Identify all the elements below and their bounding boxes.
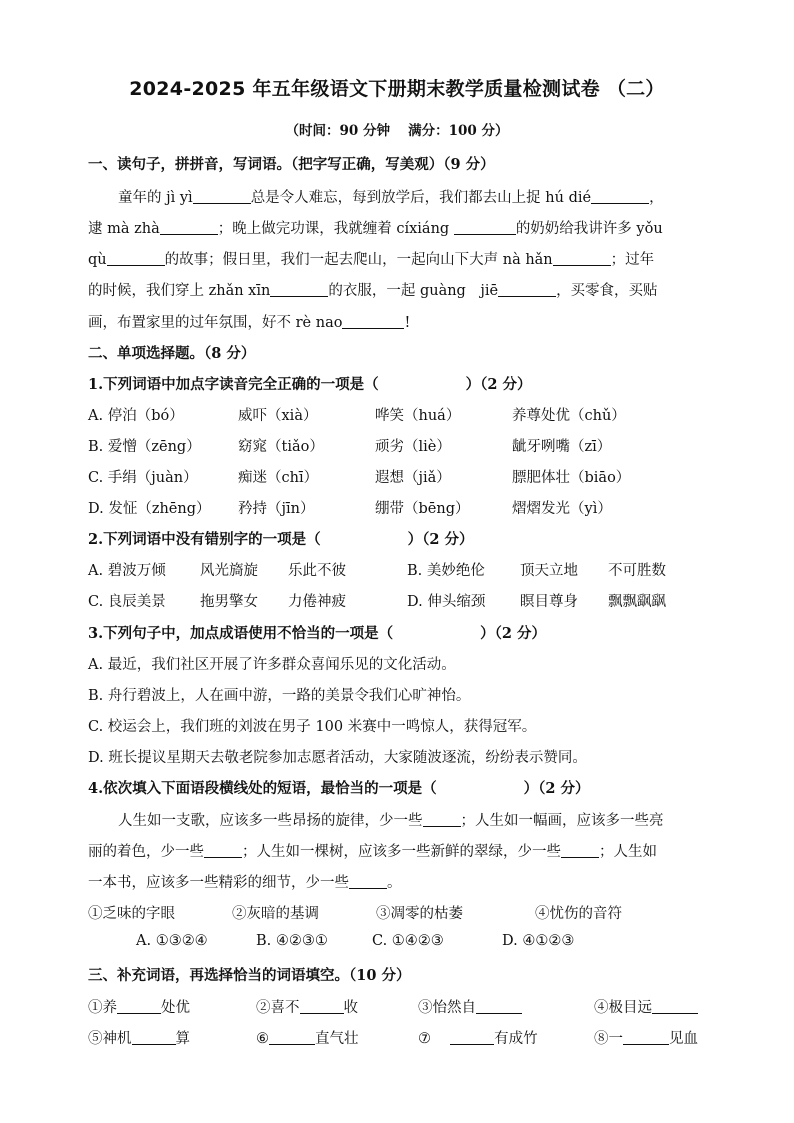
exam-subtitle: （时间：90 分钟 满分：100 分）	[285, 123, 509, 139]
idiom-item: ⑦ 有成竹	[418, 1031, 538, 1047]
q1-option-b[interactable]: B. 爱憎（zēng）	[88, 439, 201, 455]
question-3-stem: 3.下列句子中，加点成语使用不恰当的一项是（ ）（2 分）	[88, 625, 547, 642]
answer-blank[interactable]	[652, 999, 698, 1014]
q1-option-d[interactable]: D. 发怔（zhēng）	[88, 501, 211, 517]
q4-choice-d[interactable]: D. ④①②③	[502, 933, 575, 949]
q2-word: 顶天立地	[520, 563, 578, 579]
q2-word: 力倦神疲	[288, 594, 346, 610]
answer-blank[interactable]	[423, 812, 461, 827]
section1-line-5: 画，布置家里的过年氛围，好不 rè nao !	[88, 315, 411, 331]
q1-word: 绷带（bēng）	[375, 501, 470, 517]
answer-blank[interactable]	[553, 251, 611, 266]
q1-word: 熠熠发光（yì）	[512, 501, 612, 517]
idiom-item: ③怡然自	[418, 996, 522, 1017]
q3-option-b[interactable]: B. 舟行碧波上，人在画中游，一路的美景令我们心旷神怡。	[88, 688, 471, 704]
question-1-stem: 1.下列词语中加点字读音完全正确的一项是（ ）（2 分）	[88, 376, 532, 393]
q1-word: 窈窕（tiǎo）	[238, 439, 324, 455]
answer-blank[interactable]	[349, 874, 387, 889]
answer-blank[interactable]	[454, 220, 516, 235]
q4-choice-b[interactable]: B. ④②③①	[256, 933, 328, 949]
idiom-item: ⑤神机 算	[88, 1031, 190, 1047]
q3-option-a[interactable]: A. 最近，我们社区开展了许多群众喜闻乐见的文化活动。	[88, 657, 456, 673]
q1-option-a[interactable]: A. 停泊（bó）	[88, 408, 184, 424]
q4-passage-line-1: 人生如一支歌，应该多一些昂扬的旋律，少一些 ；人生如一幅画，应该多一些亮	[118, 813, 664, 829]
q1-word: 哗笑（huá）	[375, 408, 461, 424]
q4-phrase: ②灰暗的基调	[232, 906, 319, 922]
q4-phrase: ③凋零的枯萎	[376, 906, 463, 922]
answer-blank[interactable]	[204, 843, 242, 858]
q2-option-a[interactable]: A. 碧波万倾	[88, 563, 166, 579]
answer-blank[interactable]	[342, 314, 404, 329]
q2-option-b[interactable]: B. 美妙绝伦	[407, 563, 485, 579]
question-4-stem: 4.依次填入下面语段横线处的短语，最恰当的一项是（ ）（2 分）	[88, 780, 590, 797]
answer-blank[interactable]	[450, 1030, 494, 1045]
section3-heading: 三、补充词语，再选择恰当的词语填空。（10 分）	[88, 967, 411, 984]
answer-blank[interactable]	[270, 282, 328, 297]
exam-title: 2024-2025 年五年级语文下册期末教学质量检测试卷 （二）	[129, 78, 665, 100]
q1-word: 膘肥体壮（biāo）	[512, 470, 631, 486]
question-2-stem: 2.下列词语中没有错别字的一项是（ ）（2 分）	[88, 531, 474, 548]
section1-line-4: 的时候，我们穿上 zhǎn xīn 的衣服，一起 guàng jiē ，买零食，买贴	[88, 283, 658, 299]
idiom-item: ④极目远	[594, 996, 698, 1017]
q3-option-c[interactable]: C. 校运会上，我们班的刘波在男子 100 米赛中一鸣惊人，获得冠军。	[88, 719, 537, 735]
q4-choice-c[interactable]: C. ①④②③	[372, 933, 444, 949]
q2-word: 拖男擎女	[200, 594, 258, 610]
answer-blank[interactable]	[269, 1030, 315, 1045]
q1-word: 顽劣（liè）	[375, 439, 451, 455]
idiom-item: ①养 处优	[88, 1000, 190, 1016]
answer-blank[interactable]	[300, 999, 344, 1014]
q2-word: 乐此不彼	[288, 563, 346, 579]
answer-blank[interactable]	[591, 189, 649, 204]
q2-word: 风光旖旋	[200, 563, 258, 579]
q1-word: 龇牙咧嘴（zī）	[512, 439, 612, 455]
answer-blank[interactable]	[498, 282, 556, 297]
q1-word: 遐想（jiǎ）	[375, 470, 451, 486]
q2-option-c[interactable]: C. 良辰美景	[88, 594, 166, 610]
answer-blank[interactable]	[623, 1030, 669, 1045]
answer-blank[interactable]	[107, 251, 165, 266]
section1-line-3: qù 的故事；假日里，我们一起去爬山，一起向山下大声 nà hǎn ；过年	[88, 252, 655, 268]
q1-word: 痴迷（chī）	[238, 470, 319, 486]
q4-passage-line-2: 丽的着色，少一些 ；人生如一棵树，应该多一些新鲜的翠绿，少一些 ；人生如	[88, 844, 657, 860]
answer-blank[interactable]	[193, 189, 251, 204]
idiom-item: ②喜不 收	[256, 1000, 358, 1016]
q2-word: 瞑目尊身	[520, 594, 578, 610]
q1-word: 养尊处优（chǔ）	[512, 408, 626, 424]
section1-heading: 一、读句子，拼拼音，写词语。（把字写正确，写美观）（9 分）	[88, 156, 495, 173]
answer-blank[interactable]	[160, 220, 218, 235]
answer-blank[interactable]	[117, 999, 161, 1014]
q4-phrase: ④忧伤的音符	[535, 906, 622, 922]
section1-line-2: 逮 mà zhà ；晚上做完功课，我就缠着 cíxiáng 的奶奶给我讲许多 yǒu	[88, 221, 663, 237]
q1-word: 威吓（xià）	[238, 408, 318, 424]
q4-passage-line-3: 一本书，应该多一些精彩的细节，少一些 。	[88, 875, 402, 891]
answer-blank[interactable]	[132, 1030, 176, 1045]
q2-option-d[interactable]: D. 伸头缩颈	[407, 594, 486, 610]
answer-blank[interactable]	[561, 843, 599, 858]
q4-choice-a[interactable]: A. ①③②④	[136, 933, 208, 949]
idiom-item: ⑧一 见血	[594, 1031, 698, 1047]
q2-word: 不可胜数	[608, 563, 666, 579]
section1-line-1: 童年的 jì yì 总是令人难忘，每到放学后，我们都去山上捉 hú dié ，	[118, 190, 664, 206]
idiom-item: ⑥ 直气壮	[256, 1031, 359, 1047]
q2-word: 飘飘飖飖	[608, 594, 666, 610]
q4-phrase: ①乏味的字眼	[88, 906, 175, 922]
q3-option-d[interactable]: D. 班长提议星期天去敬老院参加志愿者活动，大家随波逐流，纷纷表示赞同。	[88, 750, 587, 766]
q1-word: 矜持（jīn）	[238, 501, 315, 517]
q1-option-c[interactable]: C. 手绢（juàn）	[88, 470, 198, 486]
answer-blank[interactable]	[476, 999, 522, 1014]
section2-heading: 二、单项选择题。（8 分）	[88, 345, 256, 362]
